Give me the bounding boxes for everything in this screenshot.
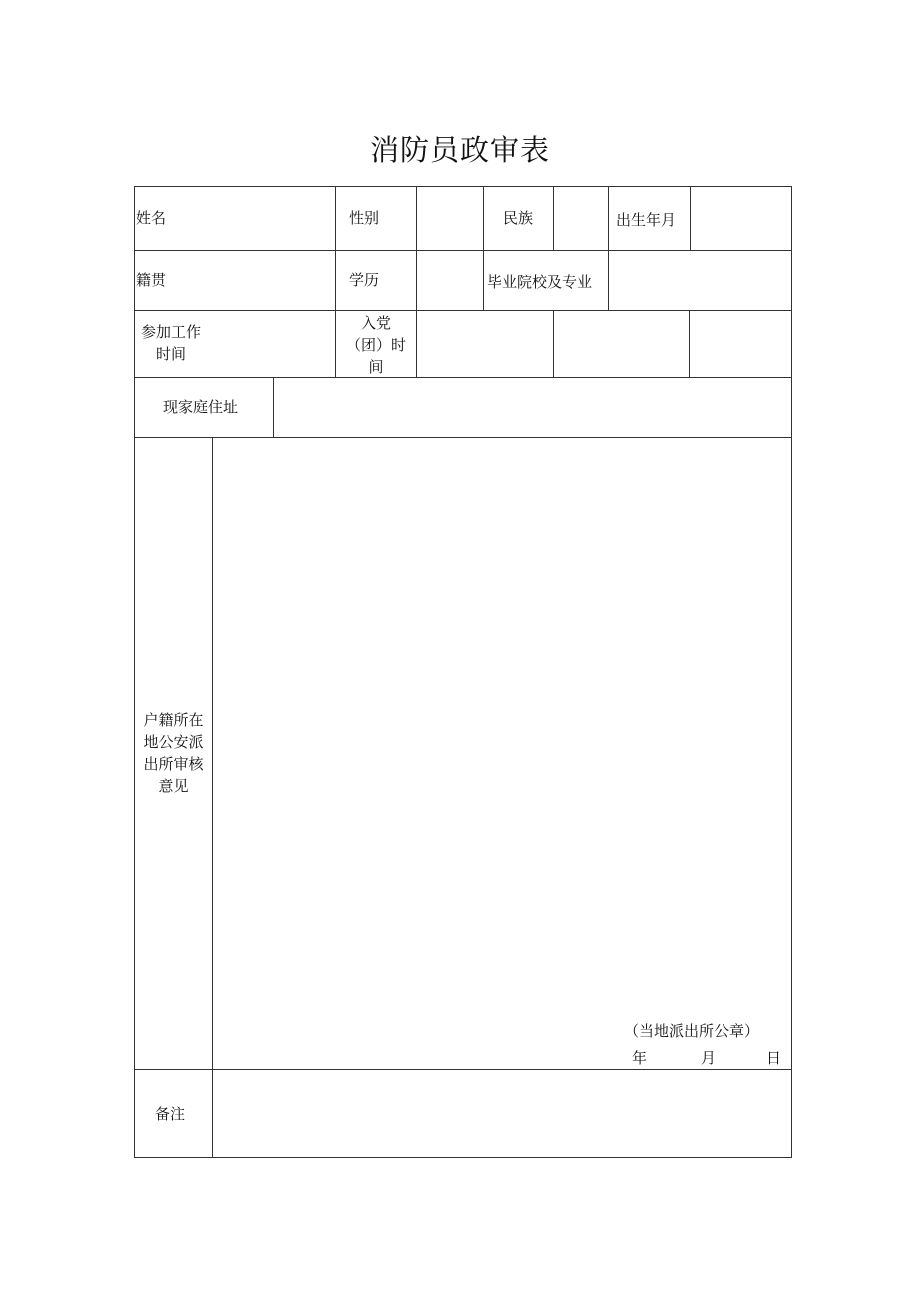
police-review-field[interactable]	[214, 439, 789, 1014]
page-title: 消防员政审表	[369, 133, 550, 167]
police-review-label-line2: 地公安派	[143, 733, 204, 751]
col-divider	[416, 310, 417, 377]
col-divider	[335, 186, 336, 250]
birth-date-field[interactable]	[692, 188, 789, 248]
col-divider	[212, 437, 213, 1158]
political-review-form	[134, 186, 792, 1158]
extra-field-1[interactable]	[555, 312, 687, 375]
col-divider	[690, 186, 691, 250]
gender-label: 性别	[349, 209, 380, 227]
review-month-label: 月	[701, 1049, 717, 1067]
table-border-top	[134, 186, 792, 187]
row-divider-2	[134, 310, 792, 311]
review-day-label: 日	[766, 1049, 782, 1067]
table-border-right	[791, 186, 792, 1158]
party-join-label-line2: （团）时	[345, 336, 406, 354]
work-start-label	[141, 321, 201, 365]
row-divider-5	[134, 1069, 792, 1070]
home-address-field[interactable]	[275, 379, 789, 435]
table-border-bottom	[134, 1157, 792, 1158]
work-start-field[interactable]	[234, 312, 333, 375]
col-divider	[335, 250, 336, 310]
col-divider	[416, 250, 417, 310]
col-divider	[553, 310, 554, 377]
ethnicity-label: 民族	[503, 209, 534, 227]
col-divider	[553, 186, 554, 250]
table-border-left	[134, 186, 135, 1158]
col-divider	[416, 186, 417, 250]
col-divider	[689, 310, 690, 377]
police-review-label-line4: 意见	[158, 777, 189, 795]
native-place-label: 籍贯	[136, 271, 167, 289]
gender-field[interactable]	[418, 188, 481, 248]
party-join-field[interactable]	[418, 312, 551, 375]
remarks-field[interactable]	[214, 1071, 789, 1155]
education-field[interactable]	[418, 252, 481, 308]
work-start-label-line2: 时间	[156, 345, 187, 363]
col-divider	[608, 250, 609, 310]
school-major-label: 毕业院校及专业	[487, 273, 593, 291]
party-join-label	[336, 312, 416, 378]
birth-date-label: 出生年月	[616, 211, 677, 229]
col-divider	[273, 377, 274, 437]
education-label: 学历	[349, 271, 380, 289]
work-start-label-line1: 参加工作	[141, 323, 202, 341]
police-review-label-line1: 户籍所在	[143, 711, 204, 729]
home-address-label: 现家庭住址	[163, 398, 239, 416]
row-divider-4	[134, 437, 792, 438]
police-review-label	[135, 709, 212, 797]
name-field[interactable]	[174, 188, 333, 248]
extra-field-2[interactable]	[691, 312, 789, 375]
party-join-label-line3: 间	[368, 358, 384, 376]
col-divider	[608, 186, 609, 250]
ethnicity-field[interactable]	[555, 188, 606, 248]
review-year-label: 年	[632, 1049, 648, 1067]
remarks-label: 备注	[155, 1105, 186, 1123]
col-divider	[483, 250, 484, 310]
police-review-label-line3: 出所审核	[143, 755, 204, 773]
row-divider-1	[134, 250, 792, 251]
police-stamp-label: （当地派出所公章）	[624, 1022, 760, 1040]
row-divider-3	[134, 377, 792, 378]
col-divider	[483, 186, 484, 250]
name-label: 姓名	[136, 209, 167, 227]
school-major-field[interactable]	[610, 252, 789, 308]
party-join-label-line1: 入党	[360, 314, 391, 332]
native-place-field[interactable]	[174, 252, 333, 308]
